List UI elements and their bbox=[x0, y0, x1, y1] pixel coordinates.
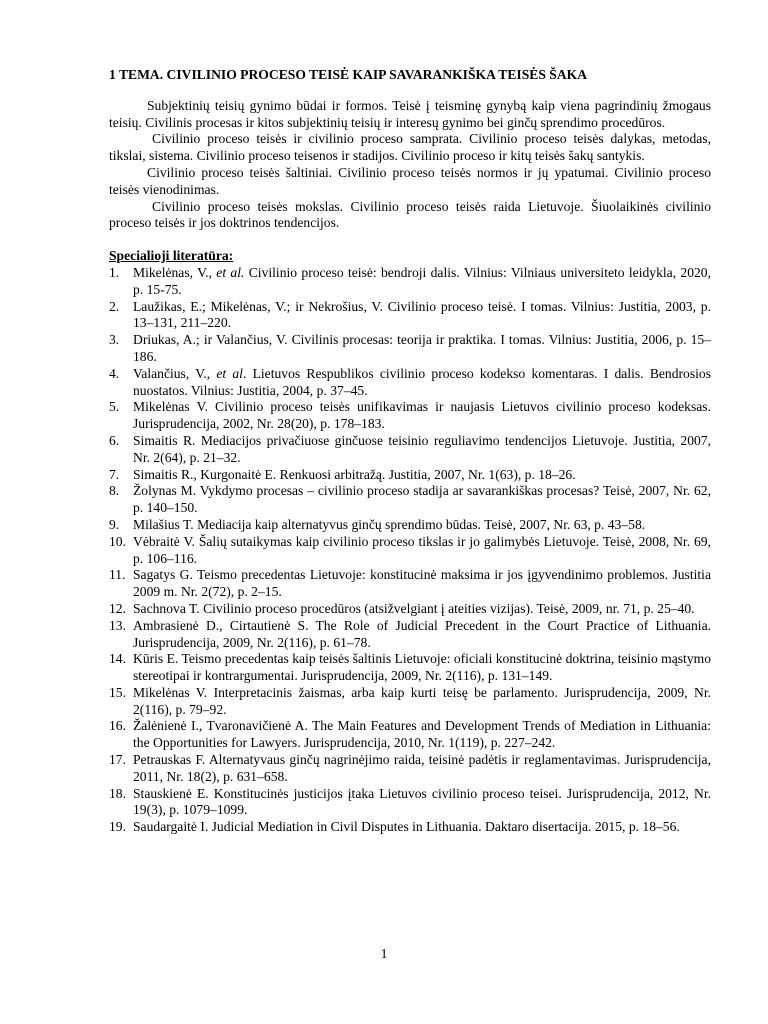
reference-number: 2. bbox=[109, 298, 120, 314]
reference-number: 3. bbox=[109, 332, 120, 348]
reference-text: Ambrasienė D., Cirtautienė S. The Role of Judicial Precedent in the Court Practice of Lithuania. Jurisprudencija, 2009, Nr. 2(116), p. 61–78. bbox=[133, 617, 711, 650]
reference-number: 16. bbox=[109, 718, 126, 734]
reference-item bbox=[109, 534, 711, 568]
reference-number: 9. bbox=[109, 516, 120, 532]
reference-item bbox=[109, 433, 711, 467]
reference-item bbox=[109, 299, 711, 333]
reference-item bbox=[109, 601, 711, 618]
reference-text: Laužikas, E.; Mikelėnas, V.; ir Nekrošius, V. Civilinio proceso teisė. I tomas. Vilnius: Justitia, 2003, p. 13–131, 211–220. bbox=[133, 298, 711, 331]
reference-number: 4. bbox=[109, 365, 120, 381]
reference-item bbox=[109, 819, 711, 836]
reference-number: 7. bbox=[109, 466, 120, 482]
reference-author: Valančius, V., bbox=[133, 365, 217, 381]
reference-item bbox=[109, 567, 711, 601]
reference-text: Simaitis R. Mediacijos privačiuose ginčuose teisinio reguliavimo tendencijos Lietuvoje. Justitia, 2007, Nr. 2(64), p. 21–32. bbox=[133, 432, 711, 465]
reference-author: Mikelėnas, V., bbox=[133, 264, 217, 280]
reference-item bbox=[109, 651, 711, 685]
reference-item bbox=[109, 399, 711, 433]
reference-text: Sachnova T. Civilinio proceso procedūros (atsižvelgiant į ateities vizijas). Teisė, 2009, nr. 71, p. 25–40. bbox=[133, 600, 695, 616]
literature-heading: Specialioji literatūra: bbox=[109, 248, 234, 264]
reference-number: 14. bbox=[109, 651, 126, 667]
paragraph-4: Civilinio proceso teisės mokslas. Civilinio proceso teisės raida Lietuvoje. Šiuolaikinės civilinio proceso teisės ir jos doktrinos tendencijos. bbox=[109, 198, 711, 231]
reference-item bbox=[109, 786, 711, 820]
reference-item bbox=[109, 752, 711, 786]
page-content bbox=[109, 67, 711, 836]
reference-text: Mikelėnas V. Civilinio proceso teisės unifikavimas ir naujasis Lietuvos civilinio proceso kodeksas. Jurisprudencija, 2002, Nr. 28(20), p. 178–183. bbox=[133, 399, 711, 432]
paragraph-2: Civilinio proceso teisės ir civilinio proceso samprata. Civilinio proceso teisės dalykas, metodas, tikslai, sistema. Civilinio proceso teisenos ir stadijos. Civilinio proceso ir kitų teisės šakų santykis. bbox=[109, 131, 711, 164]
reference-text: Civilinio proceso teisė: bendroji dalis. Vilnius: Vilniaus universiteto leidykla, 2020, p. 15-75. bbox=[133, 264, 711, 297]
reference-text: Stauskienė E. Konstitucinės justicijos įtaka Lietuvos civilinio proceso teisei. Jurisprudencija, 2012, Nr. 19(3), p. 1079–1099. bbox=[133, 785, 711, 818]
reference-number: 12. bbox=[109, 600, 126, 616]
paragraph-3: Civilinio proceso teisės šaltiniai. Civilinio proceso teisės normos ir jų ypatumai. Civilinio proceso teisės vienodinimas. bbox=[109, 164, 711, 197]
reference-number: 17. bbox=[109, 752, 126, 768]
reference-et-al: et al. bbox=[216, 264, 245, 280]
reference-text: Driukas, A.; ir Valančius, V. Civilinis procesas: teorija ir praktika. I tomas. Vilnius: Justitia, 2006, p. 15–186. bbox=[133, 332, 711, 364]
reference-text: . Lietuvos Respublikos civilinio proceso kodekso komentaras. I dalis. Bendrosios nuostatos. Vilnius: Justitia, 2004, p. 37–45. bbox=[133, 365, 711, 398]
reference-text: Žalėnienė I., Tvaronavičienė A. The Main Features and Development Trends of Mediation in Lithuania: the Opportunities for Lawyers. Jurisprudencija, 2010, Nr. 1(119), p. 227–242. bbox=[133, 718, 711, 751]
page-number: 1 bbox=[380, 946, 388, 961]
reference-list bbox=[109, 265, 711, 836]
reference-item bbox=[109, 265, 711, 299]
reference-number: 19. bbox=[109, 819, 126, 835]
reference-item bbox=[109, 366, 711, 400]
paragraph-1: Subjektinių teisių gynimo būdai ir formos. Teisė į teisminę gynybą kaip viena pagrindinių žmogaus teisių. Civilinis procesas ir kitos subjektinių teisių ir interesų gynimo bei ginčų sprendimo procedūros. bbox=[109, 97, 711, 130]
reference-number: 18. bbox=[109, 785, 126, 801]
reference-number: 15. bbox=[109, 684, 126, 700]
reference-number: 13. bbox=[109, 617, 126, 633]
reference-text: Milašius T. Mediacija kaip alternatyvus ginčų sprendimo būdas. Teisė, 2007, Nr. 63, p. 43–58. bbox=[133, 516, 646, 532]
reference-text: Sagatys G. Teismo precedentas Lietuvoje: konstitucinė maksima ir jos įgyvendinimo problemos. Justitia 2009 m. Nr. 2(72), p. 2–15. bbox=[133, 567, 711, 600]
reference-number: 11. bbox=[109, 567, 126, 583]
reference-item bbox=[109, 467, 711, 484]
reference-number: 1. bbox=[109, 264, 120, 280]
reference-text: Petrauskas F. Alternatyvaus ginčų nagrinėjimo raida, teisinė padėtis ir reglamentavimas. Jurisprudencija, 2011, Nr. 18(2), p. 631–658. bbox=[133, 752, 711, 784]
reference-item bbox=[109, 332, 711, 366]
reference-number: 5. bbox=[109, 399, 120, 415]
reference-text: Mikelėnas V. Interpretacinis žaismas, arba kaip kurti teisę be parlamento. Jurisprudencija, 2009, Nr. 2(116), p. 79–92. bbox=[133, 684, 711, 717]
reference-text: Simaitis R., Kurgonaitė E. Renkuosi arbitražą. Justitia, 2007, Nr. 1(63), p. 18–26. bbox=[133, 466, 576, 482]
reference-item bbox=[109, 618, 711, 652]
document-title: 1 TEMA. CIVILINIO PROCESO TEISĖ KAIP SAVARANKIŠKA TEISĖS ŠAKA bbox=[109, 67, 588, 82]
reference-et-al: et al bbox=[216, 365, 243, 381]
reference-text: Kūris E. Teismo precedentas kaip teisės šaltinis Lietuvoje: oficiali konstitucinė doktrina, teisinio mąstymo stereotipai ir kontrargumentai. Jurisprudencija, 2009, Nr. 2(116), p. 131–149. bbox=[133, 651, 711, 684]
reference-item bbox=[109, 517, 711, 534]
reference-item bbox=[109, 685, 711, 719]
reference-number: 8. bbox=[109, 483, 120, 499]
reference-text: Vėbraitė V. Šalių sutaikymas kaip civilinio proceso tikslas ir jo galimybės Lietuvoje. Teisė, 2008, Nr. 69, p. 106–116. bbox=[133, 533, 711, 566]
reference-text: Žolynas M. Vykdymo procesas – civilinio proceso stadija ar savarankiškas procesas? Teisė, 2007, Nr. 62, p. 140–150. bbox=[133, 483, 711, 516]
reference-number: 10. bbox=[109, 533, 126, 549]
reference-item bbox=[109, 483, 711, 517]
reference-number: 6. bbox=[109, 432, 120, 448]
reference-item bbox=[109, 718, 711, 752]
reference-text: Saudargaitė I. Judicial Mediation in Civil Disputes in Lithuania. Daktaro disertacija. 2015, p. 18–56. bbox=[133, 819, 680, 835]
